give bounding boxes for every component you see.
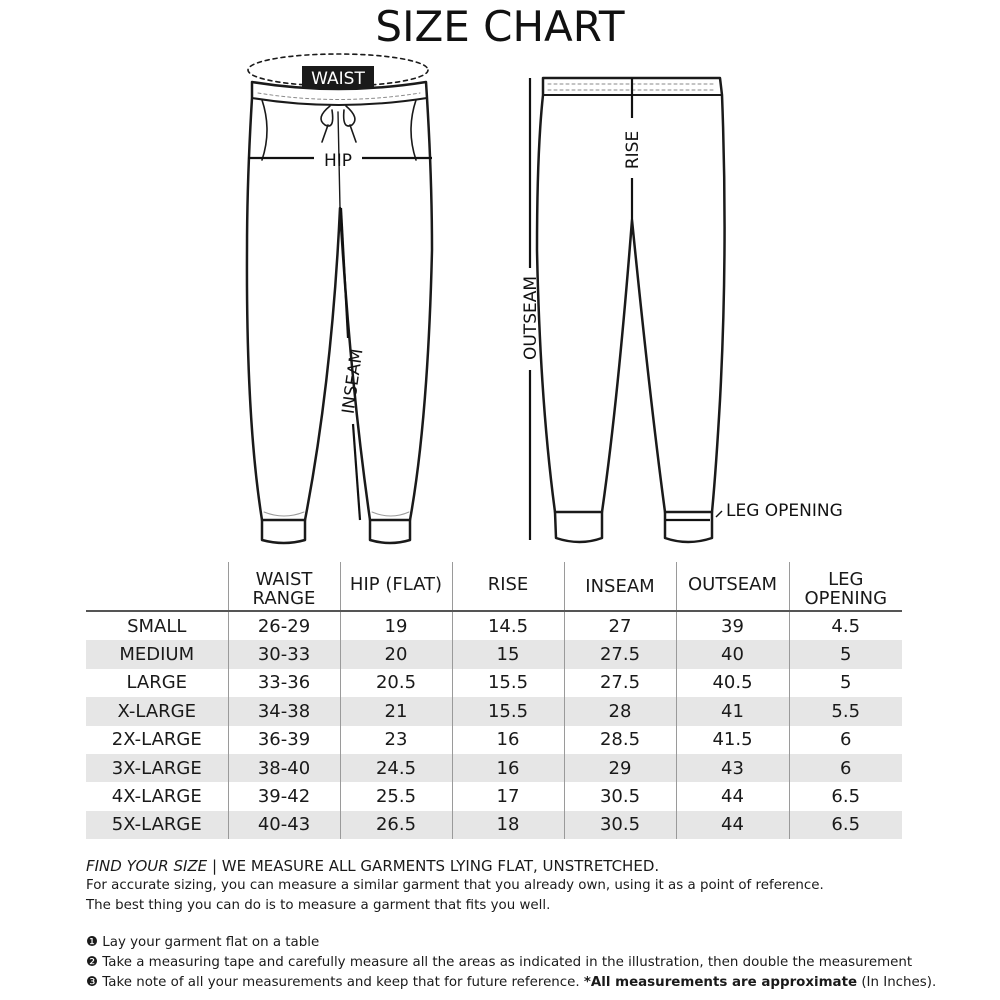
hip-cell: 21 — [340, 697, 452, 725]
inseam-cell: 30.5 — [564, 811, 676, 839]
outseam-cell: 44 — [676, 782, 789, 810]
hip-cell: 20.5 — [340, 669, 452, 697]
step-1-text: Lay your garment flat on a table — [102, 935, 320, 950]
outseam-cell: 44 — [676, 811, 789, 839]
step-2-text: Take a measuring tape and carefully measure all the areas as indicated in the illustration, then double the measurement — [102, 955, 913, 970]
inseam-cell: 27.5 — [564, 669, 676, 697]
inseam-cell: 27.5 — [564, 640, 676, 668]
hip-cell: 26.5 — [340, 811, 452, 839]
find-your-size-heading — [86, 856, 966, 876]
table-row — [86, 811, 902, 839]
waist-range-cell: 34-38 — [228, 697, 340, 725]
waist-range-cell: 38-40 — [228, 754, 340, 782]
leg-opening-label: LEG OPENING — [726, 501, 843, 521]
step-1 — [86, 933, 966, 953]
step-2 — [86, 953, 966, 973]
step-1-marker: ❶ — [86, 935, 99, 950]
inseam-label: INSEAM — [338, 347, 368, 416]
rise-cell: 18 — [452, 811, 564, 839]
outseam-cell: 41 — [676, 697, 789, 725]
leg-opening-cell: 6 — [789, 726, 902, 754]
rise-cell: 15.5 — [452, 669, 564, 697]
rise-cell: 15.5 — [452, 697, 564, 725]
steps-list — [86, 933, 966, 993]
find-your-size-text: | WE MEASURE ALL GARMENTS LYING FLAT, UNSTRETCHED. — [207, 857, 660, 875]
inseam-cell: 27 — [564, 611, 676, 640]
waist-range-cell: 33-36 — [228, 669, 340, 697]
rise-cell: 16 — [452, 726, 564, 754]
table-row — [86, 782, 902, 810]
header-waist-range: WAIST RANGE — [228, 562, 340, 611]
leg-opening-cell: 4.5 — [789, 611, 902, 640]
outseam-cell: 40 — [676, 640, 789, 668]
header-hip: HIP (FLAT) — [340, 562, 452, 611]
step-3 — [86, 973, 966, 993]
leg-opening-cell: 5 — [789, 669, 902, 697]
hip-cell: 24.5 — [340, 754, 452, 782]
step-3-bold: *All measurements are approximate — [583, 975, 858, 990]
leg-opening-cell: 6.5 — [789, 811, 902, 839]
step-2-marker: ❷ — [86, 955, 99, 970]
size-cell: LARGE — [126, 672, 188, 694]
outseam-cell: 40.5 — [676, 669, 789, 697]
hip-cell: 20 — [340, 640, 452, 668]
inseam-cell: 28 — [564, 697, 676, 725]
waist-range-cell: 26-29 — [228, 611, 340, 640]
rise-label: RISE — [623, 130, 643, 170]
leg-opening-cell: 6 — [789, 754, 902, 782]
table-row — [86, 697, 902, 725]
size-cell: SMALL — [127, 615, 187, 637]
hip-cell: 25.5 — [340, 782, 452, 810]
waist-range-cell: 36-39 — [228, 726, 340, 754]
step-3-tail: (In Inches). — [857, 975, 937, 990]
leg-opening-cell: 6.5 — [789, 782, 902, 810]
size-cell: MEDIUM — [86, 640, 228, 668]
table-row — [86, 611, 902, 640]
size-cell: 4X-LARGE — [111, 786, 202, 808]
find-your-size-label: FIND YOUR SIZE — [86, 857, 208, 875]
rise-cell: 16 — [452, 754, 564, 782]
inseam-cell: 30.5 — [564, 782, 676, 810]
rise-cell: 17 — [452, 782, 564, 810]
step-3-marker: ❸ — [86, 975, 99, 990]
waist-range-cell: 39-42 — [228, 782, 340, 810]
table-row — [86, 754, 902, 782]
table-row — [86, 726, 902, 754]
outseam-cell: 43 — [676, 754, 789, 782]
table-header-row — [86, 562, 902, 611]
table-row — [86, 669, 902, 697]
inseam-cell: 28.5 — [564, 726, 676, 754]
rise-cell: 14.5 — [452, 611, 564, 640]
outseam-cell: 39 — [676, 611, 789, 640]
leg-opening-cell: 5.5 — [789, 697, 902, 725]
table-row — [86, 640, 902, 668]
measuring-notes — [86, 856, 966, 993]
notes-line-2: The best thing you can do is to measure a garment that fits you well. — [86, 898, 551, 913]
hip-cell: 23 — [340, 726, 452, 754]
leg-opening-cell: 5 — [789, 640, 902, 668]
waist-range-cell: 40-43 — [228, 811, 340, 839]
header-leg-opening: LEG OPENING — [789, 562, 902, 611]
hip-label: HIP — [323, 151, 353, 171]
waist-range-cell: 30-33 — [228, 640, 340, 668]
header-outseam: OUTSEAM — [676, 562, 789, 611]
header-size — [86, 562, 228, 611]
step-3-text: Take note of all your measurements and keep that for future reference. — [102, 975, 584, 990]
size-cell: 2X-LARGE — [111, 729, 202, 751]
size-cell: 5X-LARGE — [86, 811, 228, 839]
header-inseam: INSEAM — [564, 562, 676, 611]
outseam-label: OUTSEAM — [521, 275, 541, 361]
inseam-cell: 29 — [564, 754, 676, 782]
waist-label: WAIST — [311, 69, 365, 89]
rise-cell: 15 — [452, 640, 564, 668]
outseam-cell: 41.5 — [676, 726, 789, 754]
size-cell: 3X-LARGE — [86, 754, 228, 782]
size-table — [86, 562, 902, 839]
notes-line-1: For accurate sizing, you can measure a similar garment that you already own, using it as a point of reference. — [86, 878, 824, 893]
page-title: SIZE CHART — [375, 2, 625, 51]
size-cell: X-LARGE — [86, 697, 228, 725]
header-rise: RISE — [452, 562, 564, 611]
hip-cell: 19 — [340, 611, 452, 640]
